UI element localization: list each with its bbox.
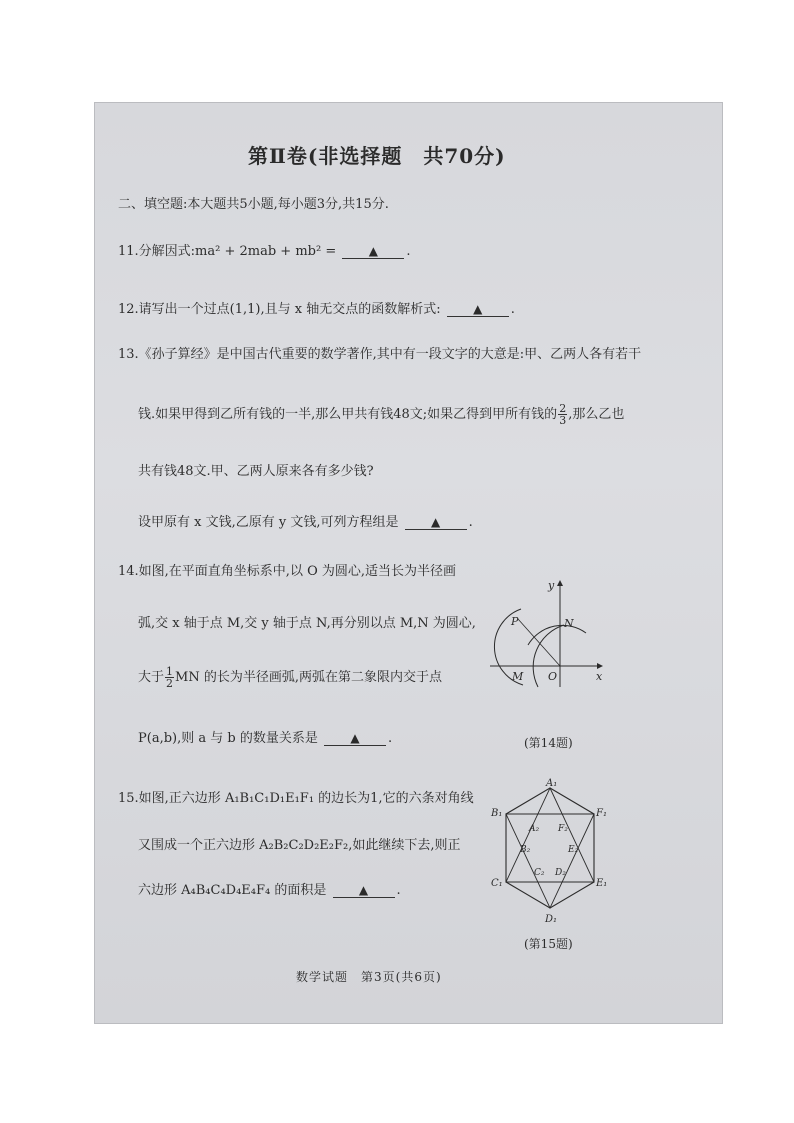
triangle-up <box>506 788 594 882</box>
q11-text: 11.分解因式:ma² + 2mab + mb² = <box>118 244 337 259</box>
q13-line3: 共有钱48文.甲、乙两人原来各有多少钱? <box>138 464 374 479</box>
q12-answer-blank: ▲ <box>447 302 509 317</box>
q14-caption: (第14题) <box>524 736 573 750</box>
q14-line4-text: P(a,b),则 a 与 b 的数量关系是 <box>138 731 318 746</box>
q12-end: . <box>510 302 515 317</box>
q13-line1: 13.《孙子算经》是中国古代重要的数学著作,其中有一段文字的大意是:甲、乙两人各有若干 <box>118 347 642 362</box>
q15-caption: (第15题) <box>524 937 573 951</box>
q14-end: . <box>387 731 393 746</box>
label-d1: D₁ <box>545 914 558 925</box>
label-b2: B₂ <box>520 845 531 855</box>
label-b1: B₁ <box>491 808 503 819</box>
q13-line4-text: 设甲原有 x 文钱,乙原有 y 文钱,可列方程组是 <box>138 515 399 530</box>
label-x: x <box>596 670 603 683</box>
q13-line2a: 钱.如果甲得到乙所有钱的一半,那么甲共有钱48文;如果乙得到甲所有钱的 <box>138 407 558 422</box>
q15-line3-text: 六边形 A₄B₄C₄D₄E₄F₄ 的面积是 <box>138 883 327 898</box>
question-11 <box>118 240 411 259</box>
q14-line3b: MN 的长为半径画弧,两弧在第二象限内交于点 <box>175 670 442 685</box>
q15-end: . <box>396 883 401 898</box>
q15-line1: 15.如图,正六边形 A₁B₁C₁D₁E₁F₁ 的边长为1,它的六条对角线 <box>118 791 474 806</box>
q11-answer-blank: ▲ <box>342 244 404 259</box>
label-o: O <box>548 670 558 683</box>
label-a1: A₁ <box>546 778 558 789</box>
q15-line2: 又围成一个正六边形 A₂B₂C₂D₂E₂F₂,如此继续下去,则正 <box>138 838 461 853</box>
q14-frac-num: 1 <box>166 665 174 678</box>
q13-line2b: ,那么乙也 <box>568 407 625 422</box>
q12-text: 12.请写出一个过点(1,1),且与 x 轴无交点的函数解析式: <box>118 302 441 317</box>
label-f2: F₂ <box>558 824 568 834</box>
q14-frac-den: 2 <box>166 677 174 690</box>
q14-line2: 弧,交 x 轴于点 M,交 y 轴于点 N,再分别以点 M,N 为圆心, <box>138 616 476 631</box>
q14-figure <box>490 575 615 690</box>
label-f1: F₁ <box>596 808 607 819</box>
label-y: y <box>548 579 555 592</box>
q13-end: . <box>468 515 473 530</box>
q13-frac-num: 2 <box>559 402 567 415</box>
label-a2: A₂ <box>529 824 540 834</box>
q11-end: . <box>406 244 411 259</box>
label-m: M <box>512 670 524 683</box>
label-e2: E₂ <box>568 845 579 855</box>
q13-fraction <box>558 403 567 426</box>
label-n: N <box>564 617 574 630</box>
q14-line4 <box>138 727 392 746</box>
q14-answer-blank: ▲ <box>324 731 386 746</box>
label-d2: D₂ <box>555 868 566 878</box>
label-p: P <box>511 615 519 628</box>
q15-answer-blank: ▲ <box>333 883 395 898</box>
q15-figure <box>488 776 613 928</box>
section-title: 第Ⅱ卷(非选择题 共70分) <box>248 144 506 168</box>
q13-line2 <box>138 403 624 426</box>
q14-line1: 14.如图,在平面直角坐标系中,以 O 为圆心,适当长为半径画 <box>118 564 456 579</box>
q14-line3 <box>138 666 442 689</box>
triangle-down <box>506 814 594 908</box>
q13-frac-den: 3 <box>559 414 567 427</box>
q14-line3a: 大于 <box>138 670 165 685</box>
q13-answer-blank: ▲ <box>405 515 467 530</box>
q13-line4 <box>138 511 473 530</box>
section-instructions: 二、填空题:本大题共5小题,每小题3分,共15分. <box>118 197 389 212</box>
question-12 <box>118 298 515 317</box>
q15-line3 <box>138 879 401 898</box>
label-e1: E₁ <box>596 878 608 889</box>
page-footer: 数学试题 第3页(共6页) <box>296 970 442 984</box>
q14-fraction <box>165 666 174 689</box>
label-c2: C₂ <box>534 868 545 878</box>
label-c1: C₁ <box>491 878 503 889</box>
